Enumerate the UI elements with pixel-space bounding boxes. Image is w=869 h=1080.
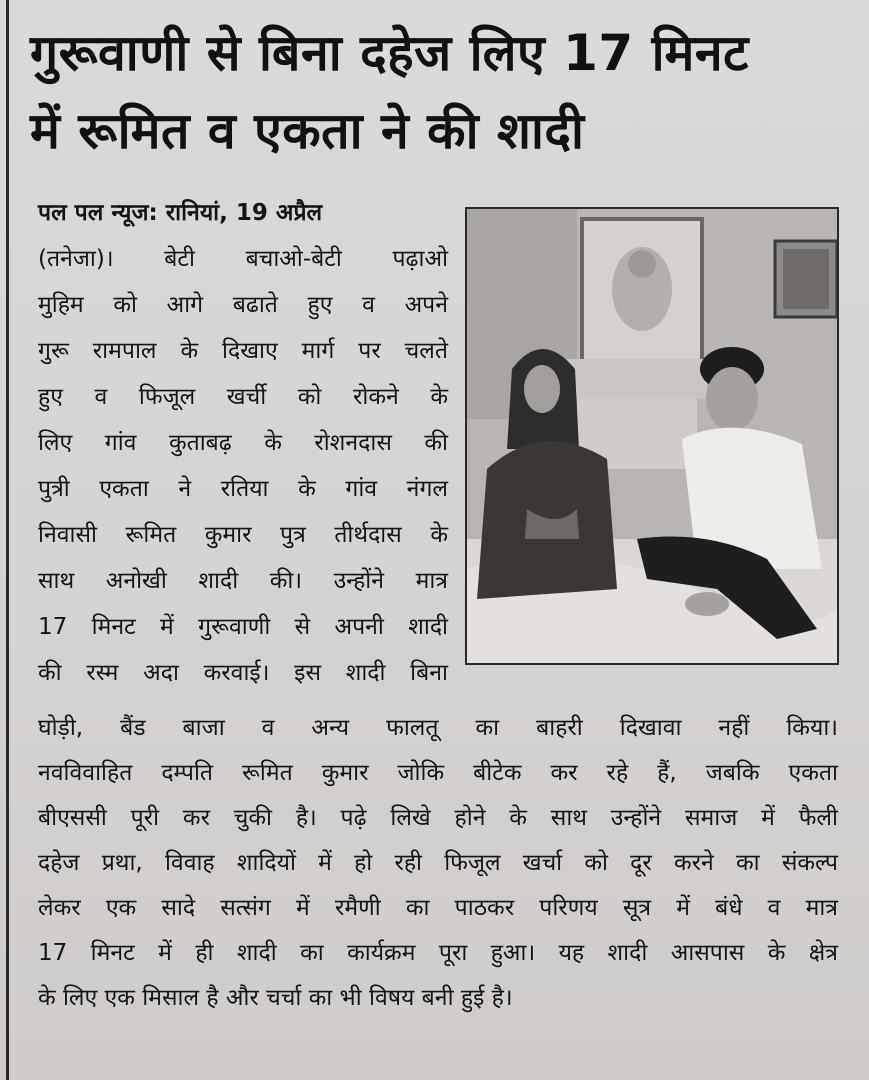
body-line: लिए गांव कुताबढ़ के रोशनदास की [38,430,448,456]
couple-photo-icon [467,209,837,663]
column-rule [6,0,9,1080]
couple-photo [465,207,839,665]
body-line: घोड़ी, बैंड बाजा व अन्य फालतू का बाहरी दिखावा नहीं किया। [38,715,838,741]
headline [30,14,860,170]
body-line: की रस्म अदा करवाई। इस शादी बिना [38,660,448,686]
body-line: 17 मिनट में गुरूवाणी से अपनी शादी [38,614,448,640]
body-line: मुहिम को आगे बढाते हुए व अपने [38,292,448,318]
headline-line-2: में रूमित व एकता ने की शादी [30,102,585,160]
article-narrow-column [38,190,448,696]
body-line: हुए व फिजूल खर्ची को रोकने के [38,384,448,410]
body-line: (तनेजा)। बेटी बचाओ-बेटी पढ़ाओ [38,246,448,272]
body-line: दहेज प्रथा, विवाह शादियों में हो रही फिजूल खर्चा को दूर करने का संकल्प [38,850,838,876]
body-line: गुरू रामपाल के दिखाए मार्ग पर चलते [38,338,448,364]
body-line: पुत्री एकता ने रतिया के गांव नंगल [38,476,448,502]
body-line: निवासी रूमित कुमार पुत्र तीर्थदास के [38,522,448,548]
body-line: 17 मिनट में ही शादी का कार्यक्रम पूरा हुआ। यह शादी आसपास के क्षेत्र [38,940,838,966]
body-line: बीएससी पूरी कर चुकी है। पढ़े लिखे होने के साथ उन्होंने समाज में फैली [38,805,838,831]
article-wide-column [38,706,838,1021]
body-line: लेकर एक सादे सत्संग में रमैणी का पाठकर परिणय सूत्र में बंधे व मात्र [38,895,838,921]
body-line: के लिए एक मिसाल है और चर्चा का भी विषय बनी हुई है। [38,985,513,1011]
dateline: पल पल न्यूज: रानियां, 19 अप्रैल [38,200,323,226]
body-line: नवविवाहित दम्पति रूमित कुमार जोकि बीटेक कर रहे हैं, जबकि एकता [38,760,838,786]
body-line: साथ अनोखी शादी की। उन्होंने मात्र [38,568,448,594]
headline-line-1: गुरूवाणी से बिना दहेज लिए 17 मिनट [30,24,749,82]
